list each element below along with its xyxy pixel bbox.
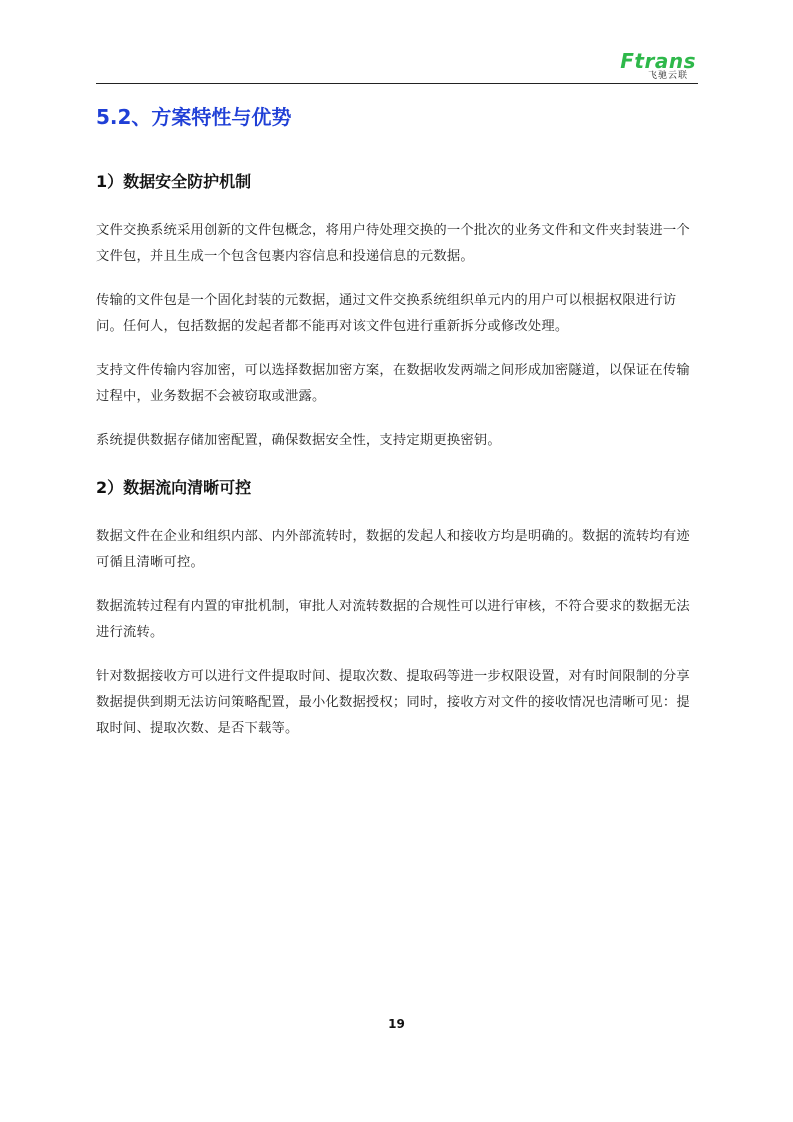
paragraph: 系统提供数据存储加密配置，确保数据安全性，支持定期更换密钥。 [96, 433, 501, 448]
subsection-title-security: 1）数据安全防护机制 [96, 172, 252, 191]
header-divider [96, 83, 698, 84]
page-header [96, 46, 698, 84]
logo-wordmark: Ftrans [620, 49, 696, 73]
ftrans-logo [586, 51, 696, 81]
page-number: 19 [388, 1017, 405, 1031]
paragraph: 支持文件传输内容加密，可以选择数据加密方案，在数据收发两端之间形成加密隧道，以保证在传输过程中，业务数据不会被窃取或泄露。 [96, 363, 690, 404]
paragraph: 数据文件在企业和组织内部、内外部流转时，数据的发起人和接收方均是明确的。数据的流转均有迹可循且清晰可控。 [96, 529, 690, 570]
paragraph: 文件交换系统采用创新的文件包概念，将用户待处理交换的一个批次的业务文件和文件夹封装进一个文件包，并且生成一个包含包裹内容信息和投递信息的元数据。 [96, 223, 690, 264]
paragraph: 针对数据接收方可以进行文件提取时间、提取次数、提取码等进一步权限设置，对有时间限制的分享数据提供到期无法访问策略配置，最小化数据授权；同时，接收方对文件的接收情况也清晰可见：提取时间、提取次数、是否下载等。 [96, 669, 690, 736]
section-title: 5.2、方案特性与优势 [96, 105, 292, 129]
subsection-title-flow: 2）数据流向清晰可控 [96, 478, 252, 497]
paragraph: 传输的文件包是一个固化封装的元数据，通过文件交换系统组织单元内的用户可以根据权限进行访问。任何人，包括数据的发起者都不能再对该文件包进行重新拆分或修改处理。 [96, 293, 677, 334]
page-content [96, 100, 698, 742]
paragraph: 数据流转过程有内置的审批机制，审批人对流转数据的合规性可以进行审核，不符合要求的数据无法进行流转。 [96, 599, 690, 640]
logo-subtitle: 飞驰云联 [647, 71, 688, 81]
